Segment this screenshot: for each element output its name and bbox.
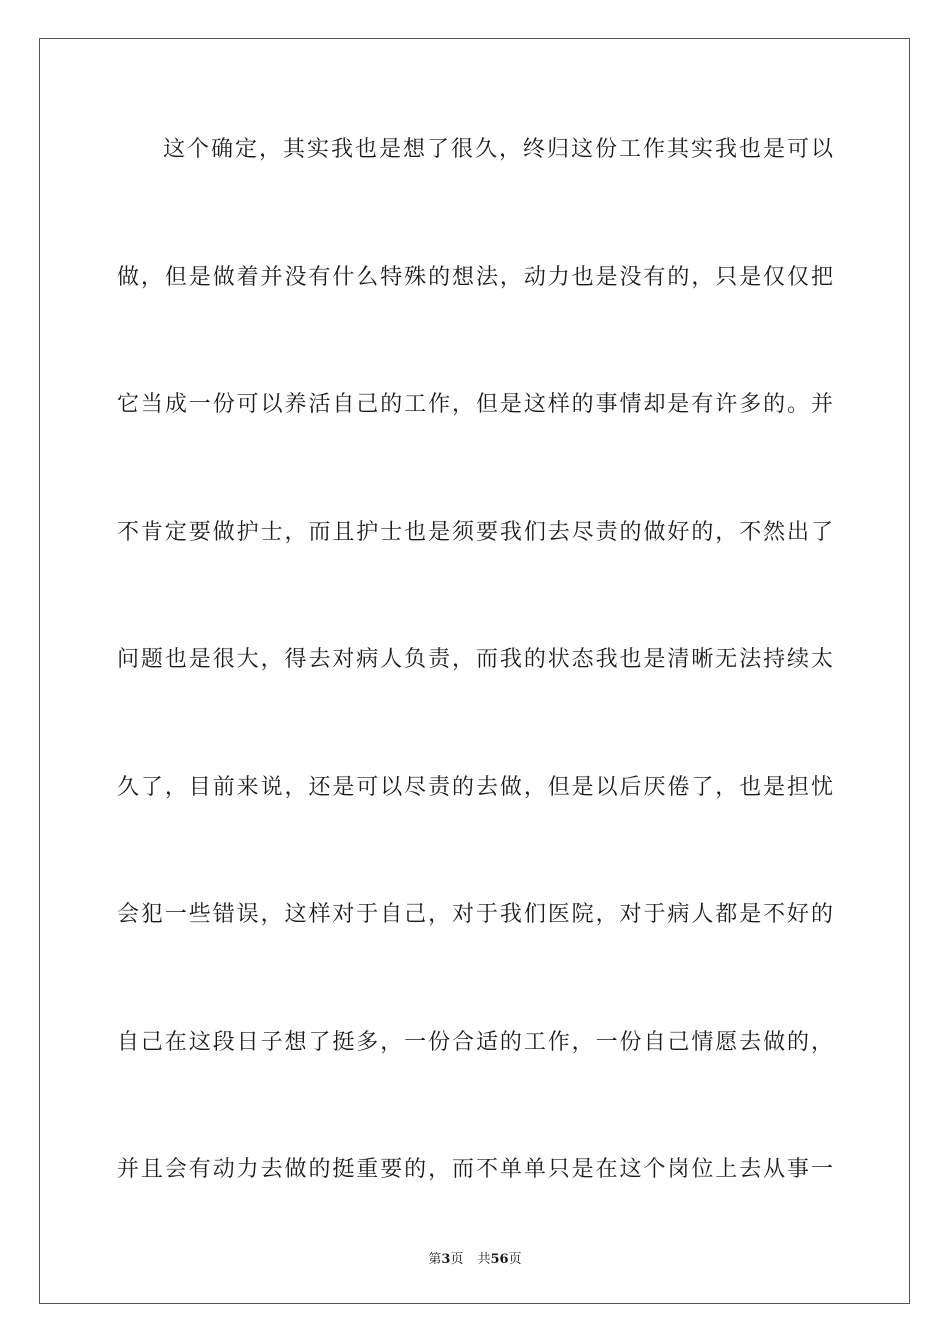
paragraph-line-9: 并且会有动力去做的挺重要的，而不单单只是在这个岗位上去从事一 [117,1157,833,1182]
document-body [117,118,833,1266]
page-footer [0,1248,950,1267]
paragraph-line-6: 久了，目前来说，还是可以尽责的去做，但是以后厌倦了，也是担忧 [117,774,833,800]
total-prefix: 共 [477,1252,491,1267]
page-indicator [428,1248,463,1267]
paragraph-line-5: 问题也是很大，得去对病人负责，而我的状态我也是清晰无法持续太 [117,647,833,672]
paragraph-line-2: 做，但是做着并没有什么特殊的想法，动力也是没有的，只是仅仅把 [117,264,833,290]
page-current: 3 [441,1252,451,1267]
paragraph-line-3: 它当成一份可以养活自己的工作，但是这样的事情却是有许多的。并 [117,392,833,417]
total-suffix: 页 [508,1252,522,1267]
page-prefix: 第 [428,1252,442,1267]
paragraph-line-7: 会犯一些错误，这样对于自己，对于我们医院，对于病人都是不好的 [117,902,833,927]
paragraph-line-1: 这个确定，其实我也是想了很久，终归这份工作其实我也是可以 [163,137,833,162]
page-total: 56 [490,1252,509,1267]
paragraph-line-8: 自己在这段日子想了挺多，一份合适的工作，一份自己情愿去做的， [117,1029,833,1055]
page-suffix: 页 [450,1252,464,1267]
page-total-indicator [477,1248,521,1267]
paragraph-line-4: 不肯定要做护士，而且护士也是须要我们去尽责的做好的，不然出了 [117,519,833,545]
